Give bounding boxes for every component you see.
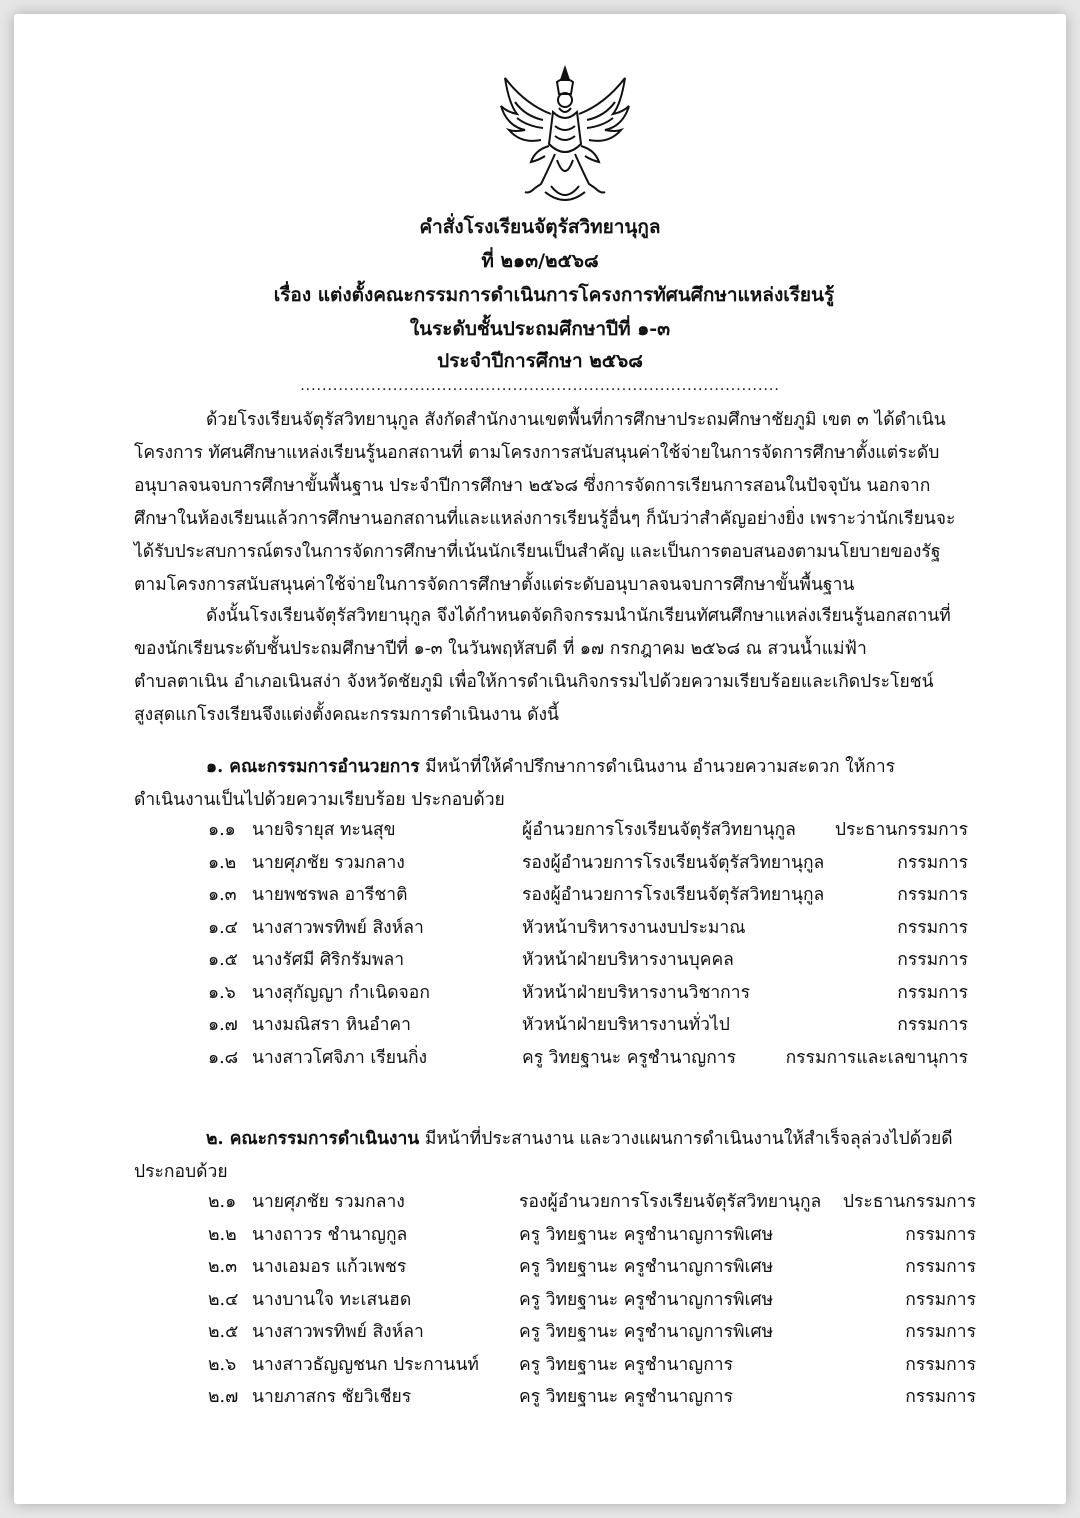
member-position: รองผู้อำนวยการโรงเรียนจัตุรัสวิทยานุกูล — [519, 1192, 822, 1212]
member-name: นายพชรพล อารีชาติ — [252, 885, 408, 905]
section-2-desc-cont: ประกอบด้วย — [134, 1162, 228, 1182]
section-1-heading: ๑. คณะกรรมการอำนวยการ — [206, 757, 420, 777]
paragraph-line: ตามโครงการสนับสนุนค่าใช้จ่ายในการจัดการศึกษาตั้งแต่ระดับอนุบาลจนจบการศึกษาขั้นพื้นฐาน — [134, 575, 855, 595]
paragraph-line: สูงสุดแกโรงเรียนจึงแต่งตั้งคณะกรรมการดำเนินงาน ดังนี้ — [134, 705, 559, 725]
member-no: ๑.๑ — [208, 820, 236, 840]
paragraph-line: โครงการ ทัศนศึกษาแหล่งเรียนรู้นอกสถานที่ ตามโครงการสนับสนุนค่าใช้จ่ายในการจัดการศึกษาตั้งแต่ระดับ — [134, 443, 940, 463]
order-number: ที่ ๒๑๓/๒๕๖๘ — [481, 250, 599, 272]
member-position: ครู วิทยฐานะ ครูชำนาญการ — [519, 1354, 734, 1375]
paragraph-line: ตำบลตาเนิน อำเภอเนินสง่า จังหวัดชัยภูมิ เพื่อให้การดำเนินกิจกรรมไปด้วยความเรียบร้อยและเกิดประโยชน์ — [134, 672, 934, 692]
member-role: กรรมการ — [897, 885, 968, 905]
member-no: ๒.๗ — [208, 1387, 239, 1407]
member-name: นายภาสกร ชัยวิเชียร — [252, 1387, 412, 1407]
member-role: กรรมการ — [905, 1387, 976, 1407]
member-role: กรรมการ — [897, 917, 968, 938]
member-role: กรรมการ — [905, 1289, 976, 1310]
member-role: กรรมการ — [897, 852, 968, 873]
member-position: ครู วิทยฐานะ ครูชำนาญการ — [519, 1387, 734, 1407]
member-no: ๒.๑ — [208, 1192, 237, 1212]
order-subject-line-3: ประจำปีการศึกษา ๒๕๖๘ — [437, 350, 643, 372]
paragraph-line: ดังนั้นโรงเรียนจัตุรัสวิทยานุกูล จึงได้กำหนดจัดกิจกรรมนำนักเรียนทัศนศึกษาแหล่งเรียนรู้นอกสถานที่ — [206, 606, 951, 626]
member-role: กรรมการ — [905, 1257, 976, 1277]
member-role: กรรมการ — [905, 1224, 976, 1245]
member-position: ครู วิทยฐานะ ครูชำนาญการพิเศษ — [519, 1322, 774, 1342]
order-title: คำสั่งโรงเรียนจัตุรัสวิทยานุกูล — [419, 216, 661, 238]
member-name: นางสาวพรทิพย์ สิงห์ลา — [252, 917, 424, 938]
section-1-desc: มีหน้าที่ให้คำปรึกษาการดำเนินงาน อำนวยความสะดวก ให้การ — [419, 757, 896, 777]
member-no: ๑.๗ — [208, 1015, 238, 1035]
member-no: ๑.๘ — [208, 1047, 239, 1068]
member-role: กรรมการ — [897, 1015, 968, 1035]
member-name: นางสาวธัญญชนก ประกานนท์ — [252, 1354, 479, 1375]
paragraph-line: ได้รับประสบการณ์ตรงในการจัดการศึกษาที่เน้นนักเรียนเป็นสำคัญ และเป็นการตอบสนองตามนโยบายของรัฐ — [134, 542, 941, 562]
member-name: นางมณิสรา หินอำคา — [252, 1015, 411, 1035]
member-no: ๑.๖ — [208, 982, 236, 1003]
member-no: ๒.๖ — [208, 1354, 237, 1375]
member-position: รองผู้อำนวยการโรงเรียนจัตุรัสวิทยานุกูล — [522, 852, 825, 873]
garuda-emblem-icon — [495, 64, 635, 209]
member-no: ๒.๓ — [208, 1257, 238, 1277]
member-role: กรรมการและเลขานุการ — [785, 1047, 968, 1068]
member-name: นายจิรายุส ทะนสุข — [252, 820, 396, 840]
section-1-intro — [206, 755, 895, 779]
paragraph-line: ของนักเรียนระดับชั้นประถมศึกษาปีที่ ๑-๓ ในวันพฤหัสบดี ที่ ๑๗ กรกฎาคม ๒๕๖๘ ณ สวนน้ำแม่ฟ้า — [134, 639, 867, 659]
member-position: หัวหน้าฝ่ายบริหารงานวิชาการ — [522, 982, 750, 1003]
paragraph-line: ศึกษาในห้องเรียนแล้วการศึกษานอกสถานที่และแหล่งการเรียนรู้อื่นๆ ก็นับว่าสำคัญอย่างยิ่ง เพราะว่านักเรียนจะ — [134, 509, 956, 529]
member-position: หัวหน้าฝ่ายบริหารงานบุคคล — [522, 950, 734, 970]
member-position: ครู วิทยฐานะ ครูชำนาญการพิเศษ — [519, 1257, 774, 1277]
member-no: ๑.๕ — [208, 950, 238, 970]
member-position: หัวหน้าบริหารงานงบประมาณ — [522, 917, 746, 938]
member-name: นางสาวโศจิภา เรียนกิ่ง — [252, 1047, 428, 1068]
paragraph-line: ด้วยโรงเรียนจัตุรัสวิทยานุกูล สังกัดสำนักงานเขตพื้นที่การศึกษาประถมศึกษาชัยภูมิ เขต ๓ ได้ดำเนิน — [206, 410, 946, 430]
member-role: ประธานกรรมการ — [842, 1192, 976, 1212]
member-no: ๑.๔ — [208, 917, 238, 938]
member-name: นางถาวร ชำนาญกูล — [252, 1224, 408, 1245]
section-2-desc: มีหน้าที่ประสานงาน และวางแผนการดำเนินงานให้สำเร็จลุล่วงไปด้วยดี — [419, 1129, 953, 1149]
member-name: นายศุภชัย รวมกลาง — [252, 1192, 405, 1212]
member-no: ๑.๒ — [208, 852, 237, 873]
member-no: ๑.๓ — [208, 885, 237, 905]
member-position: ผู้อำนวยการโรงเรียนจัตุรัสวิทยานุกูล — [522, 820, 796, 840]
member-position: รองผู้อำนวยการโรงเรียนจัตุรัสวิทยานุกูล — [522, 885, 825, 905]
member-name: นางบานใจ ทะเสนฮด — [252, 1289, 412, 1310]
member-position: หัวหน้าฝ่ายบริหารงานทั่วไป — [522, 1015, 730, 1035]
member-position: ครู วิทยฐานะ ครูชำนาญการพิเศษ — [519, 1289, 774, 1310]
section-1-desc-cont: ดำเนินงานเป็นไปด้วยความเรียบร้อย ประกอบด้วย — [134, 790, 505, 810]
member-role: กรรมการ — [897, 950, 968, 970]
member-name: นางสาวพรทิพย์ สิงห์ลา — [252, 1322, 424, 1342]
section-2-heading: ๒. คณะกรรมการดำเนินงาน — [206, 1129, 420, 1149]
member-name: นายศุภชัย รวมกลาง — [252, 852, 405, 873]
separator-dots: ........................................................................................ — [300, 378, 780, 394]
member-name: นางรัศมี ศิริกรัมพลา — [252, 950, 405, 970]
order-subject-line-2: ในระดับชั้นประถมศึกษาปีที่ ๑-๓ — [409, 318, 671, 340]
member-role: กรรมการ — [897, 982, 968, 1003]
order-subject-line-1: เรื่อง แต่งตั้งคณะกรรมการดำเนินการโครงการทัศนศึกษาแหล่งเรียนรู้ — [273, 284, 835, 306]
member-position: ครู วิทยฐานะ ครูชำนาญการพิเศษ — [519, 1224, 774, 1245]
member-no: ๒.๔ — [208, 1289, 239, 1310]
member-role: กรรมการ — [905, 1322, 976, 1342]
member-no: ๒.๒ — [208, 1224, 237, 1245]
member-position: ครู วิทยฐานะ ครูชำนาญการ — [522, 1047, 737, 1068]
paragraph-line: อนุบาลจนจบการศึกษาขั้นพื้นฐาน ประจำปีการศึกษา ๒๕๖๘ ซึ่งการจัดการเรียนการสอนในปัจจุบัน นอกจาก — [134, 476, 931, 496]
member-role: กรรมการ — [905, 1354, 976, 1375]
member-no: ๒.๕ — [208, 1322, 239, 1342]
member-role: ประธานกรรมการ — [834, 820, 968, 840]
member-name: นางเอมอร แก้วเพชร — [252, 1257, 407, 1277]
member-name: นางสุกัญญา กำเนิดจอก — [252, 982, 430, 1003]
section-2-intro — [206, 1127, 953, 1151]
